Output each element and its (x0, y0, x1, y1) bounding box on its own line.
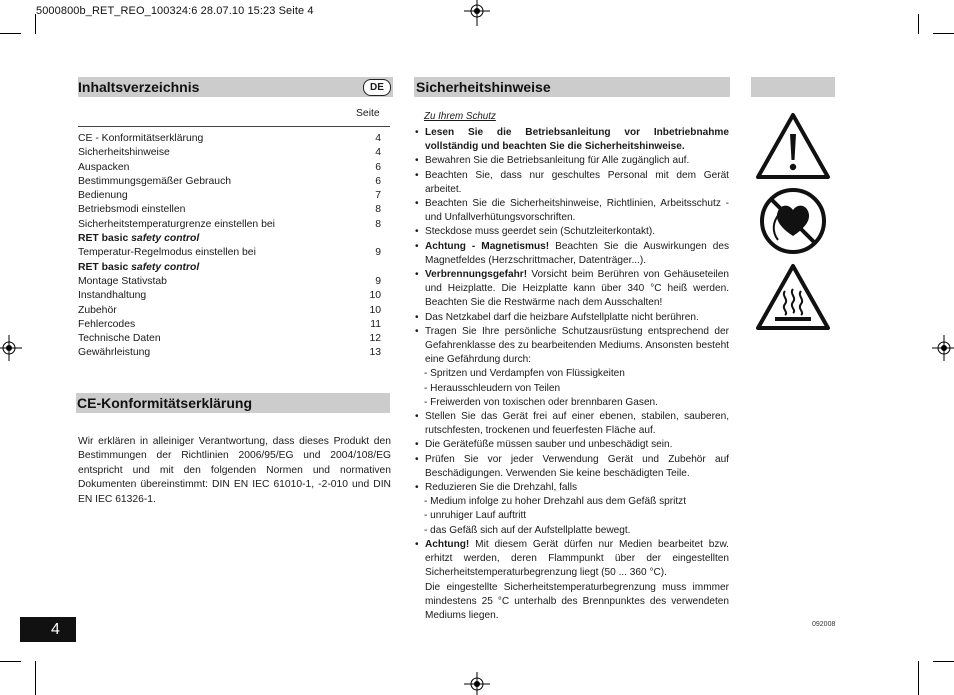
toc-row[interactable]: Auspacken 6 (78, 161, 381, 173)
toc-row[interactable]: Temperatur-Regelmodus einstellen bei 9 (78, 247, 381, 259)
toc-row[interactable]: CE - Konformitätserklärung 4 (78, 133, 381, 144)
toc-row[interactable]: Gewährleistung 13 (78, 347, 381, 359)
toc-row[interactable]: Sicherheitshinweise 4 (78, 147, 381, 159)
list-item: • Beachten Sie die Sicherheitshinweise, Richtlinien, Arbeitsschutz - und Unfallverhütungsvorschriften. (415, 198, 729, 224)
toc-page-label: Seite (356, 108, 380, 119)
list-subitem: - Medium infolge zu hoher Drehzahl aus dem Gefäß spritzt (424, 496, 686, 508)
list-subitem: - Herausschleudern von Teilen (424, 382, 561, 394)
toc-row[interactable]: RET basic safety control (78, 261, 200, 273)
registration-mark-top (464, 0, 490, 26)
list-item: • Steckdose muss geerdet sein (Schutzleiterkontakt). (415, 226, 656, 238)
page-number: 4 (20, 617, 76, 642)
toc-row[interactable]: Technische Daten 12 (78, 333, 381, 345)
list-item: • Lesen Sie die Betriebsanleitung vor Inbetriebnahme vollständig und beachten Sie die Sicherheitshinweise. (415, 127, 729, 153)
list-subitem: - das Gefäß sich auf der Aufstellplatte bewegt. (424, 524, 631, 536)
list-item: • Beachten Sie, dass nur geschultes Personal mit dem Gerät arbeitet. (415, 169, 729, 195)
list-item: • Stellen Sie das Gerät frei auf einer ebenen, stabilen, sauberen, rutschfesten, trockenen und feuerfesten Fläche auf. (415, 411, 729, 437)
icon-column-bar (751, 77, 835, 97)
list-item: • Tragen Sie Ihre persönliche Schutzausrüstung entsprechend der Gefahrenklasse des zu bearbeitenden Mediums. Ansonsten besteht eine Gefährdung durch: (415, 325, 729, 366)
print-header: 5000800b_RET_REO_100324:6 28.07.10 15:23 Seite 4 (36, 5, 314, 17)
toc-row[interactable]: RET basic safety control (78, 233, 200, 245)
registration-mark-left (0, 335, 22, 361)
document-code: 092008 (812, 621, 836, 628)
list-item: • Reduzieren Sie die Drehzahl, falls (415, 482, 578, 494)
no-pacemaker-icon (758, 186, 828, 256)
toc-row[interactable]: Sicherheitstemperaturgrenze einstellen bei 8 (78, 218, 381, 230)
hot-surface-icon (755, 263, 831, 331)
ce-text: Wir erklären in alleiniger Verantwortung, dass dieses Produkt den Bestimmungen der Richtlinien 2006/95/EG und 2004/108/EG entspricht und mit den folgenden Normen und normativen Dokumenten übereinstimmt: DIN EN IEC 61010-1, -2-010 und DIN EN IEC 61326-1. (78, 436, 391, 505)
list-item: • Achtung - Magnetismus! Beachten Sie die Auswirkungen des Magnetfeldes (Herzschrittmacher, Datenträger...). (415, 240, 729, 266)
toc-row[interactable]: Zubehör 10 (78, 304, 381, 316)
toc-row[interactable]: Fehlercodes 11 (78, 318, 381, 330)
list-item: • Bewahren Sie die Betriebsanleitung für Alle zugänglich auf. (415, 155, 690, 167)
safety-subtitle: Zu Ihrem Schutz (424, 111, 496, 122)
toc-row[interactable]: Bedienung 7 (78, 190, 381, 202)
toc-row[interactable]: Instandhaltung 10 (78, 290, 381, 302)
list-subitem: - Spritzen und Verdampfen von Flüssigkeiten (424, 368, 625, 380)
registration-mark-bottom (464, 672, 490, 695)
list-item: • Verbrennungsgefahr! Vorsicht beim Berühren von Gehäuseteilen und Heizplatte. Die Heizplatte kann über 340 °C heiß werden. Beachten Sie die Restwärme nach dem Ausschalten! (415, 269, 729, 309)
safety-title: Sicherheitshinweise (416, 79, 551, 95)
list-item: • Prüfen Sie vor jeder Verwendung Gerät und Zubehör auf Beschädigungen. Verwenden Sie keine beschädigten Teile. (415, 453, 729, 479)
toc-row[interactable]: Betriebsmodi einstellen 8 (78, 204, 381, 216)
toc-divider (78, 126, 390, 127)
toc-row[interactable]: Bestimmungsgemäßer Gebrauch 6 (78, 175, 381, 187)
list-item: • Die Gerätefüße müssen sauber und unbeschädigt sein. (415, 439, 673, 451)
toc-list (78, 132, 381, 361)
toc-title: Inhaltsverzeichnis (78, 79, 200, 95)
list-continuation: Die eingestellte Sicherheitstemperaturbegrenzung muss immmer mindestens 25 °C unterhalb des Brennpunktes des verwendeten Mediums liegen. (425, 581, 729, 621)
ce-title: CE-Konformitätserklärung (77, 395, 253, 411)
warning-exclamation-icon (755, 112, 831, 180)
safety-list (415, 126, 729, 623)
registration-mark-right (932, 335, 954, 361)
list-item: • Das Netzkabel darf die heizbare Aufstellplatte nicht berühren. (415, 311, 699, 323)
language-badge: DE (363, 79, 391, 96)
list-item: • Achtung! Mit diesem Gerät dürfen nur Medien bearbeitet bzw. erhitzt werden, deren Flammpunkt über der eingestellten Sicherheitstemperaturbegrenzung liegt (50 ... 360 °C). (415, 538, 729, 579)
list-subitem: - unruhiger Lauf auftritt (424, 510, 527, 522)
toc-row[interactable]: Montage Stativstab 9 (78, 275, 381, 287)
list-subitem: - Freiwerden von toxischen oder brennbaren Gasen. (424, 396, 658, 408)
